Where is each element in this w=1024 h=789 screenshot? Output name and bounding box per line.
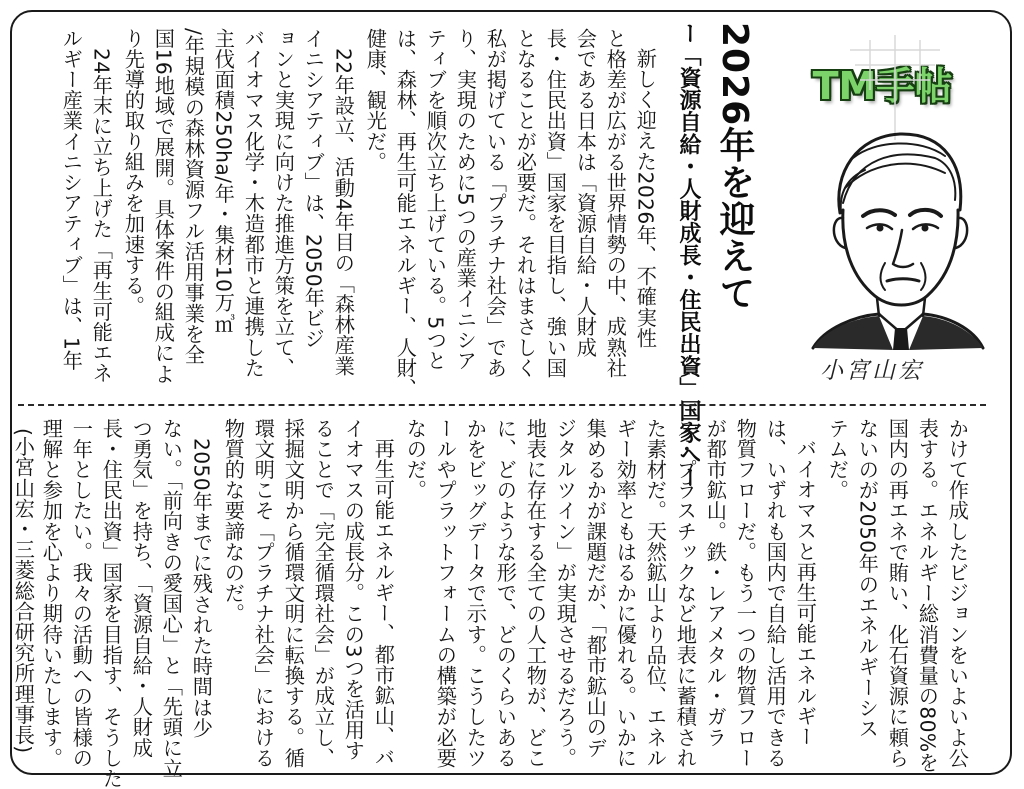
headline-subtitle: ー「資源自給・人財成長・住民出資」国家へー xyxy=(676,22,701,489)
article-line: テムだ。 xyxy=(825,418,850,501)
article-line: 会である日本は「資源自給・人財成 xyxy=(573,28,598,358)
article-line: なのだ。 xyxy=(403,418,428,501)
article-line: 24年末に立ち上げた「再生可能エネ xyxy=(89,48,114,384)
article-line: ールやプラットフォームの構築が必要 xyxy=(433,418,458,769)
section-divider xyxy=(18,404,986,406)
article-line: 地表に存在する全ての人工物が、どこ xyxy=(523,418,548,769)
article-line: ティブを順次立ち上げている。5つと xyxy=(423,28,448,371)
article-line: た素材だ。天然鉱山より品位、エネル xyxy=(643,418,668,769)
article-line: ョンと実現に向けた推進方策を立て、 xyxy=(271,28,296,379)
article-line: イニシアティブ」は、2050年ビジ xyxy=(301,28,326,349)
article-line: ギー効率ともはるかに優れる。いかに xyxy=(613,418,638,769)
article-line: 国16地域で展開。具体案件の組成によ xyxy=(151,28,176,385)
article-line: り先導的取り組みを加速する。 xyxy=(121,28,146,317)
author-signature: 小宮山宏 xyxy=(820,358,924,384)
author-portrait-icon xyxy=(795,118,985,350)
article-line: イオマスの成長分。この3つを活用す xyxy=(341,418,366,761)
logo-text: TM手帖 xyxy=(812,64,953,108)
article-line: 新しく迎えた2026年、不確実性 xyxy=(633,48,658,349)
article-line: が都市鉱山。鉄・レアメタル・ガラ xyxy=(703,418,728,748)
article-line: ジタルツイン」が実現させるだろう。 xyxy=(553,418,578,769)
article-line: 長・住民出資」国家を目指し、強い国 xyxy=(543,28,568,379)
article-line: 再生可能エネルギー、都市鉱山、バ xyxy=(371,438,396,768)
article-line: 物質的な要諦なのだ。 xyxy=(221,418,246,624)
article-line: 2050年までに残された時間は少 xyxy=(189,438,214,739)
article-line: り、実現のために5つの産業イニシア xyxy=(453,28,478,371)
article-line: 主伐面積250ha/年・集材10万㎥ xyxy=(211,28,236,334)
article-line: 国内の再エネで賄い、化石資源に頼ら xyxy=(885,418,910,769)
article-line: かけて作成したビジョンをいよいよ公 xyxy=(945,418,970,769)
article-line: 長・住民出資」国家を目指す、そうした xyxy=(99,418,124,789)
author-credit: (小宮山宏・三菱総合研究所理事長) xyxy=(11,428,36,754)
article-line: に、どのような形で、どのくらいある xyxy=(493,418,518,769)
article-line: ス・プラスチックなど地表に蓄積され xyxy=(673,418,698,769)
article-line: 集めるかが課題だが、「都市鉱山のデ xyxy=(583,418,608,759)
article-line: /年規模の森林資源フル活用事業を全 xyxy=(181,28,206,365)
article-line: と格差が広がる世界情勢の中、成熟社 xyxy=(603,28,628,379)
article-line: 採掘文明から循環文明に転換する。循 xyxy=(281,418,306,769)
article-line: 健康、観光だ。 xyxy=(363,28,388,173)
article-line: 私が掲げている「プラチナ社会」であ xyxy=(483,28,508,379)
headline-title: 2026年を迎えて xyxy=(714,22,755,312)
article-line: つ勇気」を持ち、「資源自給・人財成 xyxy=(129,418,154,759)
article-line: 表する。エネルギー総消費量の80%を xyxy=(915,418,940,774)
article-line: は、いずれも国内で自給し活用できる xyxy=(763,418,788,769)
article-line: は、森林、再生可能エネルギー、人財、 xyxy=(393,28,418,399)
article-line: となることが必要だ。それはまさしく xyxy=(513,28,538,379)
article-line: ることで「完全循環社会」が成立し、 xyxy=(311,418,336,769)
article-line: かをビッグデータで示す。こうしたツ xyxy=(463,418,488,769)
article-line: 理解と参加を心より期待いたします。 xyxy=(39,418,64,769)
article-line: ルギー産業イニシアティブ」は、1年 xyxy=(59,28,84,371)
article-line: 物質フローだ。もう一つの物質フロー xyxy=(733,418,758,769)
article-line: 環文明こそ「プラチナ社会」における xyxy=(251,418,276,769)
article-line: 22年設立、活動4年目の「森林産業 xyxy=(331,48,356,377)
article-line: ない。「前向きの愛国心」と「先頭に立 xyxy=(159,418,184,779)
article-line: バイオマスと再生可能エネルギー xyxy=(793,438,818,747)
article-line: バイオマス化学・木造都市と連携した xyxy=(241,28,266,379)
article-line: 一年としたい。我々の活動への皆様の xyxy=(69,418,94,769)
article-line: ないのが2050年のエネルギーシス xyxy=(855,418,880,739)
